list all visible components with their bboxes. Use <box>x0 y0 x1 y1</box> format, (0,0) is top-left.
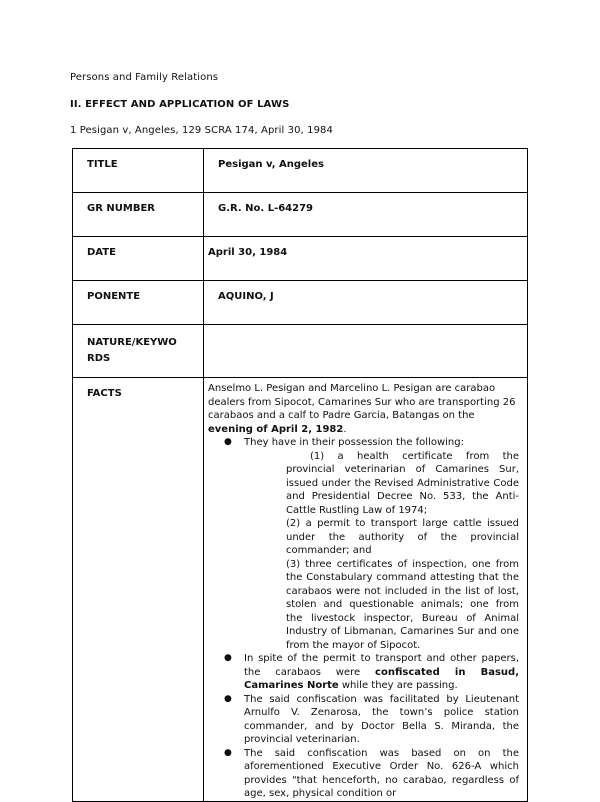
date-label: DATE <box>73 237 204 281</box>
facts-bullet-list <box>208 436 519 801</box>
bullet-icon: ● <box>224 693 232 704</box>
ponente-value: AQUINO, J <box>204 281 528 325</box>
bullet-confiscation-end: while they are passing. <box>338 680 458 691</box>
table-row <box>73 237 528 281</box>
facts-intro <box>208 382 519 436</box>
list-item <box>224 747 519 801</box>
date-value: April 30, 1984 <box>204 237 528 281</box>
sub-item-health-certificate: (1) a health certificate from the provincial veterinarian of Camarines Sur, issued under the Revised Administrative Code and Presidential Decree No. 533, the Anti-Cattle Rustling Law of 1974; <box>286 450 519 516</box>
bullet-icon: ● <box>224 437 232 447</box>
gr-number-label: GR NUMBER <box>73 193 204 237</box>
table-row <box>73 378 528 802</box>
list-item <box>224 652 519 693</box>
facts-intro-end: . <box>343 423 347 435</box>
case-digest-table <box>72 148 528 802</box>
facts-intro-date: evening of April 2, 1982 <box>208 423 344 435</box>
sub-item-transport-permit: (2) a permit to transport large cattle issued under the authority of the provincial commander; and <box>286 518 519 556</box>
table-row <box>73 325 528 378</box>
facts-intro-text: Anselmo L. Pesigan and Marcelino L. Pesigan are carabao dealers from Sipocot, Camarines Sur who are transporting 26 carabaos and a calf to Padre Garcia, Batangas on the <box>208 383 516 421</box>
bullet-icon: ● <box>224 747 232 758</box>
bullet-icon: ● <box>224 653 232 663</box>
section-heading: II. EFFECT AND APPLICATION OF LAWS <box>70 99 290 110</box>
table-row <box>73 149 528 193</box>
nature-keywords-label <box>73 325 204 378</box>
bullet-facilitated-text: The said confiscation was facilitated by Lieutenant Arnulfo V. Zenarosa, the town’s police station commander, and by Doctor Bella S. Miranda, the provincial veterinarian. <box>244 693 519 745</box>
bullet-confiscation-place: confiscated in Basud, Camarines Norte <box>244 666 519 691</box>
gr-number-value: G.R. No. L-64279 <box>204 193 528 237</box>
document-subject: Persons and Family Relations <box>70 72 219 83</box>
list-item <box>224 693 519 747</box>
title-label: TITLE <box>73 149 204 193</box>
ponente-label: PONENTE <box>73 281 204 325</box>
nature-keywords-value <box>204 325 528 378</box>
table-row <box>73 281 528 325</box>
sub-item-inspection-certificates: (3) three certificates of inspection, one from the Constabulary command attesting that the carabaos were not included in the list of lost, stolen and questionable animals; one from the livestock inspector, Bureau of Animal Industry of Libmanan, Camarines Sur and one from the mayor of Sipocot. <box>286 558 519 651</box>
nature-label-line-2: RDS <box>87 353 111 364</box>
list-item <box>224 436 519 652</box>
facts-content <box>204 378 528 802</box>
bullet-confiscation-text: In spite of the permit to transport and other papers, the carabaos were <box>244 653 519 678</box>
table-row <box>73 193 528 237</box>
possession-sub-items <box>286 450 519 653</box>
case-reference: 1 Pesigan v, Angeles, 129 SCRA 174, April 30, 1984 <box>70 125 333 136</box>
bullet-possession-text: They have in their possession the following: <box>244 437 464 448</box>
bullet-executive-order-text: The said confiscation was based on on the aforementioned Executive Order No. 626-A which provides "that henceforth, no carabao, regardless of age, sex, physical condition or <box>244 747 519 799</box>
facts-label: FACTS <box>73 378 204 802</box>
title-value: Pesigan v, Angeles <box>204 149 528 193</box>
nature-label-line-1: NATURE/KEYWO <box>87 337 177 348</box>
